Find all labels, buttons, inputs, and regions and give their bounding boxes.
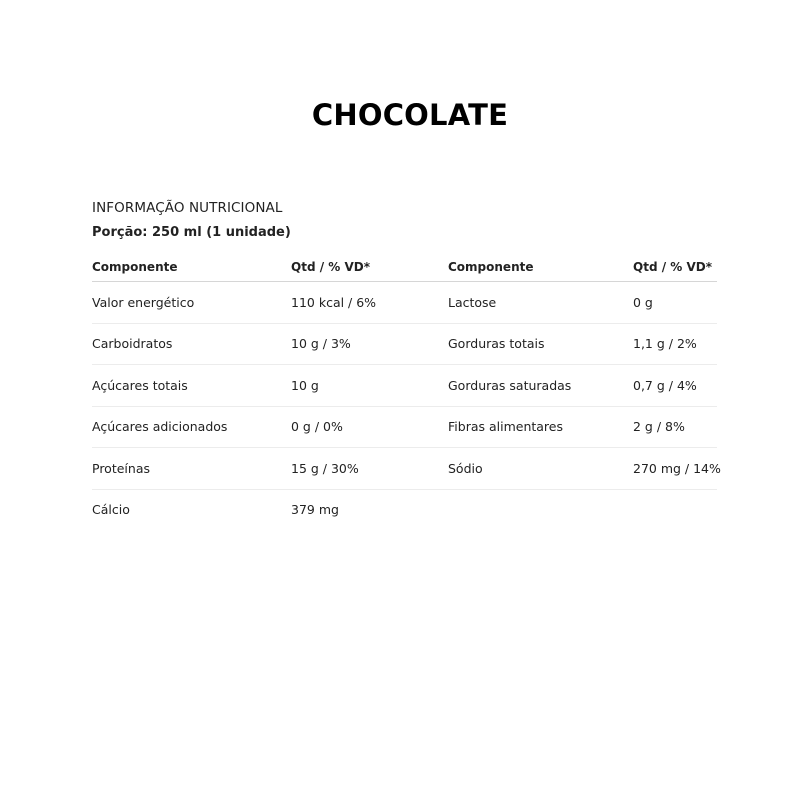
column-header-amount: Qtd / % VD* [291,260,370,274]
nutrition-table [92,254,721,530]
component-name: Gorduras totais [448,336,545,352]
table-header-row [92,254,717,282]
table-row [92,490,717,531]
component-value: 0 g [633,294,653,310]
component-value: 110 kcal / 6% [291,294,377,310]
component-name: Cálcio [92,502,130,518]
nutrition-info [92,199,291,242]
page-title: CHOCOLATE [311,98,509,132]
component-value: 0 g / 0% [291,419,343,435]
nutrition-heading: INFORMAÇÃO NUTRICIONAL [92,200,283,216]
component-name: Açúcares adicionados [92,419,228,435]
table-row [92,324,717,366]
component-name: Fibras alimentares [448,419,563,435]
table-row [92,448,721,490]
component-value: 379 mg [291,502,339,518]
component-name: Carboidratos [92,336,173,352]
component-value: 10 g / 3% [291,336,351,352]
component-name: Valor energético [92,294,195,310]
column-header-component: Componente [92,260,178,274]
portion-size: Porção: 250 ml (1 unidade) [92,225,291,240]
table-row [92,365,717,407]
component-value: 1,1 g / 2% [633,336,697,352]
column-header-component-2: Componente [448,260,534,274]
component-name: Açúcares totais [92,377,188,393]
component-name: Lactose [448,294,497,310]
component-name: Proteínas [92,460,150,476]
component-name: Sódio [448,460,483,476]
component-value: 270 mg / 14% [633,460,721,476]
table-row [92,407,717,449]
table-row [92,282,717,324]
component-name: Gorduras saturadas [448,377,572,393]
component-value: 2 g / 8% [633,419,685,435]
component-value: 15 g / 30% [291,460,359,476]
column-header-amount-2: Qtd / % VD* [633,260,712,274]
component-value: 0,7 g / 4% [633,377,697,393]
component-value: 10 g [291,377,319,393]
